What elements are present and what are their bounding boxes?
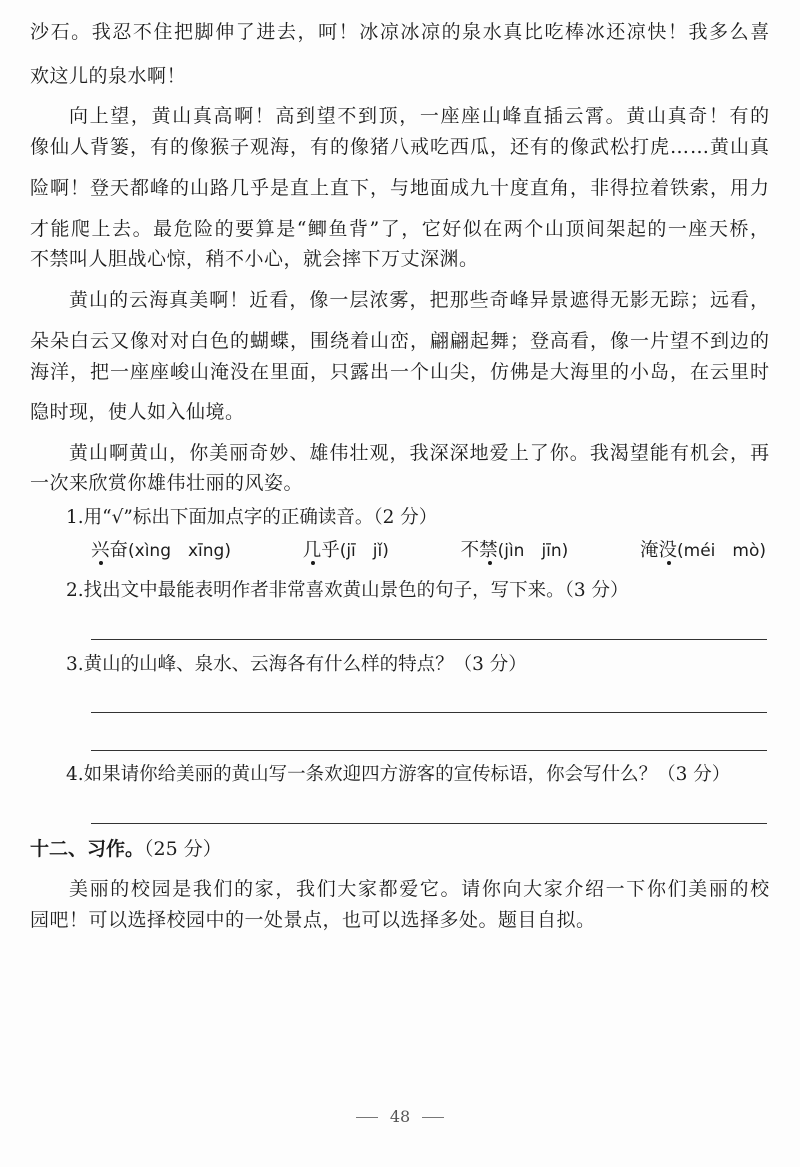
pinyin-option[interactable] — [640, 536, 766, 566]
emphasis-dot — [311, 561, 315, 565]
writing-prompt-line: 园吧！可以选择校园中的一处景点，也可以选择多处。题目自拟。 — [30, 909, 596, 931]
page-number — [0, 1107, 800, 1126]
page-number-value: 48 — [389, 1107, 411, 1126]
passage-line: 才 能 爬 上 去 。 最 危 险 的 要 算 是 “ 鲫 鱼 背 ” 了 ， 它 好 似 在 两 个 山 顶 间 架 起 的 一 座 天 桥 ， — [30, 218, 770, 240]
pinyin-option[interactable] — [303, 536, 389, 566]
page-number-dash — [356, 1117, 378, 1118]
emphasis-dot — [667, 561, 671, 565]
option-word: 不禁 — [460, 540, 498, 561]
question-2: 2.找出文中最能表明作者非常喜欢黄山景色的句子，写下来。（3 分） — [66, 580, 629, 601]
passage-line: 海 洋 ， 把 一 座 座 峻 山 淹 没 在 里 面 ， 只 露 出 一 个 山 尖 ， 仿 佛 是 大 海 里 的 小 岛 ， 在 云 里 时 — [30, 361, 770, 383]
passage-line: 沙 石 。 我 忍 不 住 把 脚 伸 了 进 去 ， 呵 ！ 冰 凉 冰 凉 的 泉 水 真 比 吃 棒 冰 还 凉 快 ！ 我 多 么 喜 — [30, 21, 770, 43]
question-4: 4.如果请你给美丽的黄山写一条欢迎四方游客的宣传标语，你会写什么？（3 分） — [66, 764, 731, 785]
pinyin-option[interactable] — [91, 536, 231, 566]
answer-line[interactable] — [91, 712, 767, 713]
option-word: 几乎 — [302, 540, 340, 561]
answer-line[interactable] — [91, 750, 767, 751]
section-title: 十二、习作。 — [30, 838, 145, 860]
option-pinyin: (méi mò) — [677, 541, 766, 561]
passage-line: 不禁叫人胆战心惊，稍不小心，就会摔下万丈深渊。 — [30, 248, 479, 270]
passage-line: 险 啊 ！ 登 天 都 峰 的 山 路 几 乎 是 直 上 直 下 ， 与 地 面 成 九 十 度 直 角 ， 非 得 拉 着 铁 索 ， 用 力 — [30, 177, 770, 199]
section-heading — [30, 834, 222, 864]
emphasis-dot — [488, 561, 492, 565]
option-pinyin: (xìng xīng) — [128, 541, 231, 561]
passage-line: 朵 朵 白 云 又 像 对 对 白 色 的 蝴 蝶 ， 围 绕 着 山 峦 ， 翩 翩 起 舞 ； 登 高 看 ， 像 一 片 望 不 到 边 的 — [30, 330, 770, 352]
passage-line: 隐时现，使人如入仙境。 — [30, 401, 245, 423]
passage-line: 像 仙 人 背 篓 ， 有 的 像 猴 子 观 海 ， 有 的 像 猪 八 戒 吃 西 瓜 ， 还 有 的 像 武 松 打 虎 … … 黄 山 真 — [30, 136, 770, 158]
passage-line: 向 上 望 ， 黄 山 真 高 啊 ！ 高 到 望 不 到 顶 ， 一 座 座 山 峰 直 插 云 霄 。 黄 山 真 奇 ！ 有 的 — [69, 105, 770, 127]
page-number-dash — [422, 1117, 444, 1118]
option-word: 兴奋 — [91, 540, 129, 561]
section-points: （25 分） — [144, 838, 222, 860]
passage-line: 黄 山 啊 黄 山 ， 你 美 丽 奇 妙 、 雄 伟 壮 观 ， 我 深 深 地 爱 上 了 你 。 我 渴 望 能 有 机 会 ， 再 — [69, 442, 770, 464]
question-3: 3.黄山的山峰、泉水、云海各有什么样的特点？（3 分） — [66, 654, 527, 675]
pinyin-option[interactable] — [461, 536, 569, 566]
passage-line: 欢这儿的泉水啊！ — [30, 65, 187, 87]
answer-line[interactable] — [91, 823, 767, 824]
question-1: 1.用“√”标出下面加点字的正确读音。（2 分） — [66, 507, 438, 528]
answer-line[interactable] — [91, 639, 767, 640]
passage-line: 黄 山 的 云 海 真 美 啊 ！ 近 看 ， 像 一 层 浓 雾 ， 把 那 些 奇 峰 异 景 遮 得 无 影 无 踪 ； 远 看 ， — [69, 289, 770, 311]
option-pinyin: (jī jǐ) — [339, 541, 389, 561]
pinyin-options — [91, 536, 766, 566]
option-pinyin: (jìn jīn) — [497, 541, 569, 561]
writing-prompt-line: 美 丽 的 校 园 是 我 们 的 家 ， 我 们 大 家 都 爱 它 。 请 你 向 大 家 介 绍 一 下 你 们 美 丽 的 校 — [69, 878, 770, 900]
emphasis-dot — [99, 561, 103, 565]
option-word: 淹没 — [640, 540, 678, 561]
passage-line: 一次来欣赏你雄伟壮丽的风姿。 — [30, 472, 304, 494]
